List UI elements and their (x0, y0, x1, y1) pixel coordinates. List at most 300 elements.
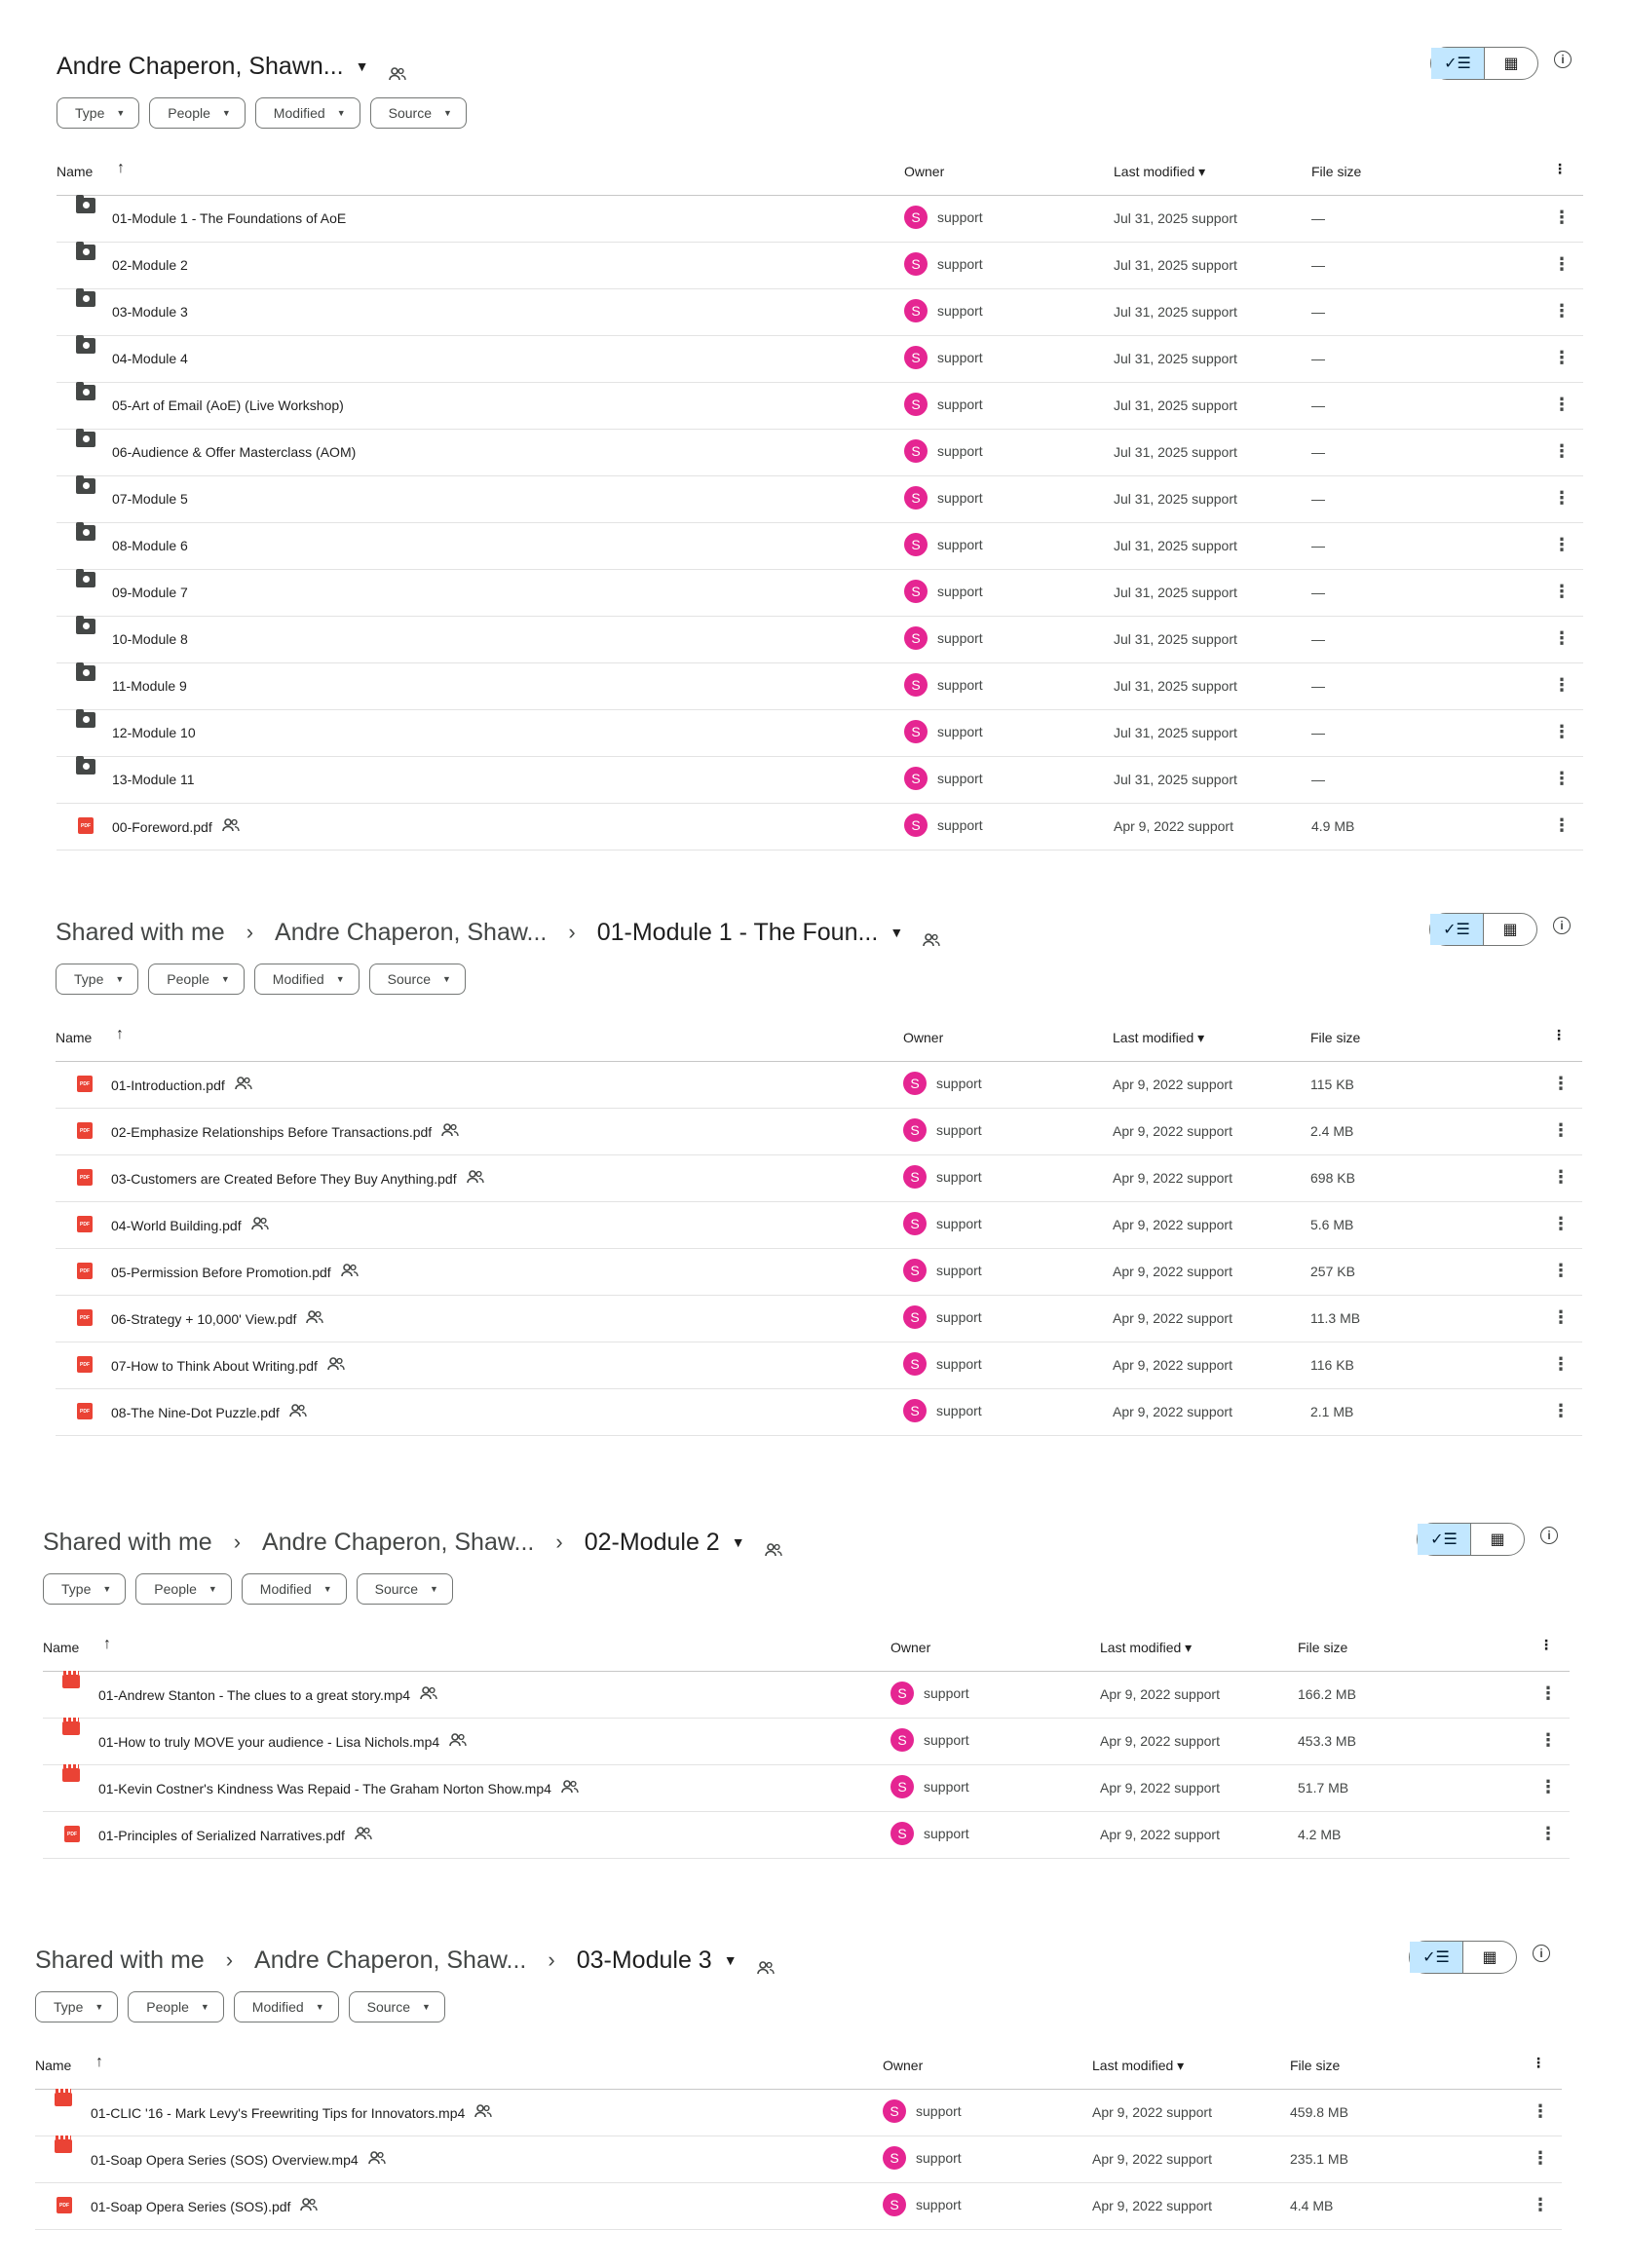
more-vert-icon[interactable]: ⋮ (1552, 1307, 1570, 1327)
table-row[interactable] (57, 243, 1583, 289)
column-last-modified[interactable] (1092, 2058, 1184, 2074)
list-view-button[interactable]: ✓☰ (1418, 1524, 1471, 1555)
file-name[interactable] (112, 257, 188, 273)
last-modified: Apr 9, 2022 support (1114, 818, 1233, 834)
filter-chip-label: Type (61, 1581, 92, 1597)
panel-module-1 (56, 907, 1614, 1436)
file-size: 698 KB (1310, 1170, 1355, 1186)
filter-chip-source[interactable] (357, 1573, 453, 1605)
more-vert-icon[interactable]: ⋮ (1552, 1261, 1570, 1280)
shared-people-icon (561, 1780, 579, 1796)
owner-cell (904, 533, 983, 556)
avatar: S (904, 439, 928, 463)
caret-down-icon: ▾ (1173, 2058, 1185, 2073)
table-row[interactable] (56, 1342, 1582, 1389)
column-last-modified-label: Last modified (1092, 2058, 1174, 2073)
file-name[interactable] (111, 1357, 345, 1374)
filter-chip-label: Modified (251, 1999, 304, 2015)
file-name-text: 08-The Nine-Dot Puzzle.pdf (111, 1404, 280, 1420)
last-modified: Apr 9, 2022 support (1113, 1217, 1232, 1232)
filter-chip-type[interactable] (35, 1991, 118, 2022)
more-vert-icon[interactable]: ⋮ (1539, 1730, 1557, 1750)
filter-chip-people[interactable] (149, 97, 246, 129)
owner-cell (890, 1728, 969, 1752)
owner-name: support (936, 1356, 982, 1372)
owner-cell (904, 580, 983, 603)
table-row[interactable] (57, 336, 1583, 383)
grid-view-button[interactable]: ▦ (1503, 56, 1519, 72)
owner-cell (903, 1118, 982, 1142)
more-vert-icon[interactable]: ⋮ (1553, 769, 1571, 788)
more-vert-icon[interactable]: ⋮ (1539, 1777, 1557, 1796)
file-name[interactable] (112, 678, 187, 694)
video-icon (62, 1721, 80, 1735)
file-name[interactable] (111, 1217, 269, 1233)
more-vert-icon[interactable]: ⋮ (1553, 675, 1571, 695)
file-name-text: 11-Module 9 (112, 678, 187, 694)
owner-cell (904, 393, 983, 416)
file-name[interactable] (112, 304, 188, 320)
info-icon[interactable]: i (1554, 51, 1572, 68)
filter-chip-type[interactable] (57, 97, 139, 129)
avatar: S (904, 813, 928, 837)
more-vert-icon[interactable]: ⋮ (1539, 1824, 1557, 1843)
folder-header (35, 1935, 1594, 1987)
avatar: S (904, 206, 928, 229)
file-name-text: 12-Module 10 (112, 725, 196, 740)
file-size: — (1311, 631, 1325, 647)
grid-view-button[interactable]: ▦ (1490, 1531, 1505, 1548)
shared-people-icon (474, 2104, 492, 2121)
more-vert-icon[interactable]: ⋮ (1552, 1027, 1566, 1042)
current-folder-title[interactable]: 02-Module 2 (584, 1528, 720, 1556)
more-vert-icon[interactable]: ⋮ (1552, 1167, 1570, 1187)
file-name-text: 01-CLIC '16 - Mark Levy's Freewriting Tips for Innovators.mp4 (91, 2104, 466, 2121)
last-modified: Jul 31, 2025 support (1114, 725, 1237, 740)
table-header (35, 2042, 1562, 2090)
caret-down-icon: ▼ (116, 108, 126, 118)
file-name[interactable] (111, 1264, 359, 1280)
info-icon[interactable]: i (1533, 1945, 1550, 1962)
file-name[interactable] (112, 725, 196, 740)
file-name[interactable] (112, 210, 346, 226)
table-row[interactable] (43, 1765, 1570, 1812)
caret-down-icon[interactable]: ▼ (890, 925, 904, 940)
table-row[interactable] (35, 2183, 1562, 2230)
file-size: — (1311, 304, 1325, 320)
table-row[interactable] (35, 2090, 1562, 2136)
video-icon (55, 2139, 72, 2153)
info-icon[interactable]: i (1553, 917, 1571, 934)
caret-down-icon: ▼ (322, 1584, 332, 1594)
owner-name: support (936, 1309, 982, 1325)
chevron-right-icon: › (568, 920, 576, 944)
more-vert-icon[interactable]: ⋮ (1553, 488, 1571, 508)
file-size: 257 KB (1310, 1264, 1355, 1279)
file-name-text: 03-Module 3 (112, 304, 188, 320)
file-size: — (1311, 585, 1325, 600)
file-size: 4.2 MB (1298, 1827, 1342, 1842)
file-size: — (1311, 491, 1325, 507)
owner-name: support (937, 490, 983, 506)
column-owner: Owner (904, 164, 945, 179)
filter-chips (43, 1573, 1602, 1606)
breadcrumb (35, 1939, 775, 1982)
file-name[interactable] (98, 1827, 372, 1843)
owner-name: support (937, 256, 983, 272)
column-last-modified[interactable] (1114, 164, 1205, 180)
last-modified: Jul 31, 2025 support (1114, 304, 1237, 320)
owner-cell (904, 439, 983, 463)
column-name[interactable]: Name (56, 1030, 93, 1045)
avatar: S (904, 533, 928, 556)
file-name[interactable] (112, 491, 188, 507)
file-size: 2.4 MB (1310, 1123, 1354, 1139)
shared-people-icon (235, 1077, 252, 1093)
column-name[interactable]: Name (35, 2058, 72, 2073)
file-name-text: 01-Andrew Stanton - The clues to a great story.mp4 (98, 1686, 411, 1703)
shared-people-icon (306, 1310, 323, 1327)
file-name[interactable] (112, 444, 356, 460)
filter-chip-label: Modified (272, 971, 324, 987)
filter-chip-people[interactable] (135, 1573, 232, 1605)
table-row[interactable] (35, 2136, 1562, 2183)
breadcrumb-item[interactable]: Andre Chaperon, Shaw... (275, 918, 548, 946)
file-name-text: 06-Audience & Offer Masterclass (AOM) (112, 444, 357, 460)
table-row[interactable] (57, 804, 1583, 850)
arrow-up-icon[interactable]: ↑ (116, 1026, 124, 1042)
last-modified: Jul 31, 2025 support (1114, 444, 1237, 460)
caret-down-icon[interactable]: ▼ (723, 1952, 738, 1968)
pdf-icon: PDF (77, 1076, 93, 1092)
current-folder-title[interactable]: 03-Module 3 (576, 1946, 712, 1974)
filter-chips (57, 97, 1615, 131)
owner-cell (883, 2099, 962, 2123)
breadcrumb-item[interactable]: Andre Chaperon, Shaw... (262, 1528, 535, 1556)
more-vert-icon[interactable]: ⋮ (1553, 815, 1571, 835)
filter-chip-label: Source (366, 1999, 410, 2015)
file-name[interactable] (112, 397, 344, 413)
file-name-text: 05-Art of Email (AoE) (Live Workshop) (112, 397, 344, 413)
folder-header (43, 1517, 1602, 1569)
column-owner: Owner (890, 1640, 931, 1655)
caret-down-icon: ▼ (315, 2002, 324, 2012)
more-vert-icon[interactable]: ⋮ (1553, 301, 1571, 321)
owner-name: support (924, 1685, 969, 1701)
column-file-size: File size (1310, 1030, 1361, 1045)
last-modified: Jul 31, 2025 support (1114, 772, 1237, 787)
table-row[interactable] (57, 757, 1583, 804)
more-vert-icon[interactable]: ⋮ (1553, 161, 1567, 176)
file-name[interactable] (112, 772, 195, 787)
filter-chip-modified[interactable] (254, 964, 360, 995)
filter-chip-people[interactable] (128, 1991, 224, 2022)
list-view-button[interactable]: ✓☰ (1431, 48, 1485, 79)
pdf-icon: PDF (77, 1169, 93, 1186)
more-vert-icon[interactable]: ⋮ (1532, 2101, 1549, 2121)
filter-chip-label: People (167, 971, 209, 987)
filter-chip-label: Modified (259, 1581, 312, 1597)
caret-down-icon[interactable]: ▼ (355, 58, 369, 74)
file-name[interactable] (111, 1310, 323, 1327)
more-vert-icon[interactable]: ⋮ (1553, 722, 1571, 741)
owner-cell (904, 252, 983, 276)
info-icon[interactable]: i (1540, 1527, 1558, 1544)
table-row[interactable] (57, 430, 1583, 476)
panel-module-2 (43, 1517, 1602, 1859)
file-name[interactable] (91, 2151, 386, 2168)
last-modified: Jul 31, 2025 support (1114, 538, 1237, 553)
shared-people-icon (300, 2198, 318, 2214)
table-row[interactable] (57, 570, 1583, 617)
filter-chip-source[interactable] (370, 97, 467, 129)
avatar: S (904, 393, 928, 416)
caret-down-icon: ▼ (430, 1584, 438, 1594)
filter-chip-source[interactable] (369, 964, 466, 995)
more-vert-icon[interactable]: ⋮ (1539, 1683, 1557, 1703)
owner-cell (903, 1072, 982, 1095)
owner-name: support (916, 2103, 962, 2119)
table-row[interactable] (43, 1672, 1570, 1719)
filter-chip-modified[interactable] (255, 97, 360, 129)
caret-down-icon: ▼ (208, 1584, 217, 1594)
current-folder-title[interactable]: Andre Chaperon, Shawn... (57, 52, 344, 80)
more-vert-icon[interactable]: ⋮ (1553, 208, 1571, 227)
table-row[interactable] (56, 1389, 1582, 1436)
more-vert-icon[interactable]: ⋮ (1553, 395, 1571, 414)
more-vert-icon[interactable]: ⋮ (1553, 535, 1571, 554)
file-name[interactable] (98, 1780, 579, 1796)
owner-cell (903, 1305, 982, 1329)
avatar: S (903, 1259, 927, 1282)
last-modified: Apr 9, 2022 support (1100, 1780, 1220, 1796)
video-icon (62, 1675, 80, 1688)
more-vert-icon[interactable]: ⋮ (1553, 348, 1571, 367)
owner-name: support (937, 443, 983, 459)
list-view-button[interactable]: ✓☰ (1430, 914, 1484, 945)
breadcrumb-item[interactable]: Andre Chaperon, Shaw... (254, 1946, 527, 1974)
file-name[interactable] (112, 585, 188, 600)
chevron-right-icon: › (246, 920, 254, 944)
shared-people-icon (222, 818, 240, 835)
more-vert-icon[interactable]: ⋮ (1532, 2195, 1549, 2214)
file-name[interactable] (98, 1733, 467, 1750)
table-row[interactable] (57, 523, 1583, 570)
column-last-modified[interactable] (1100, 1640, 1192, 1656)
shared-folder-icon (76, 385, 95, 400)
file-name[interactable] (111, 1123, 459, 1140)
file-name[interactable] (91, 2198, 318, 2214)
table-row[interactable] (57, 196, 1583, 243)
filter-chip-source[interactable] (349, 1991, 445, 2022)
avatar: S (904, 486, 928, 510)
file-name[interactable] (111, 1404, 307, 1420)
file-size: 235.1 MB (1290, 2151, 1348, 2167)
more-vert-icon[interactable]: ⋮ (1532, 2148, 1549, 2168)
file-name[interactable] (112, 631, 188, 647)
avatar: S (890, 1682, 914, 1705)
caret-down-icon: ▼ (336, 108, 346, 118)
shared-folder-icon (76, 665, 95, 681)
filter-chip-type[interactable] (43, 1573, 126, 1605)
more-vert-icon[interactable]: ⋮ (1539, 1637, 1553, 1652)
owner-name: support (937, 817, 983, 833)
breadcrumb-item[interactable]: Shared with me (43, 1528, 212, 1556)
column-last-modified[interactable] (1113, 1030, 1204, 1046)
owner-name: support (937, 397, 983, 412)
file-name-text: 01-Module 1 - The Foundations of AoE (112, 210, 347, 226)
table-row[interactable] (57, 289, 1583, 336)
breadcrumb-item[interactable]: Shared with me (56, 918, 225, 946)
owner-name: support (936, 1216, 982, 1231)
owner-cell (883, 2193, 962, 2216)
caret-down-icon: ▼ (443, 108, 452, 118)
owner-cell (903, 1212, 982, 1235)
file-size: — (1311, 210, 1325, 226)
grid-view-button[interactable]: ▦ (1482, 1949, 1497, 1966)
current-folder-title[interactable]: 01-Module 1 - The Foun... (596, 918, 879, 946)
owner-cell (904, 813, 983, 837)
file-name-text: 00-Foreword.pdf (112, 818, 212, 835)
avatar: S (903, 1118, 927, 1142)
last-modified: Apr 9, 2022 support (1113, 1077, 1232, 1092)
view-toggle (1430, 47, 1538, 80)
column-file-size: File size (1290, 2058, 1341, 2073)
column-file-size: File size (1311, 164, 1362, 179)
more-vert-icon[interactable]: ⋮ (1552, 1354, 1570, 1374)
pdf-icon: PDF (77, 1122, 93, 1139)
avatar: S (903, 1212, 927, 1235)
filter-chip-label: People (168, 105, 210, 121)
shared-people-icon (389, 59, 406, 73)
more-vert-icon[interactable]: ⋮ (1553, 254, 1571, 274)
file-name-text: 05-Permission Before Promotion.pdf (111, 1264, 331, 1280)
list-view-button[interactable]: ✓☰ (1410, 1942, 1463, 1973)
file-name[interactable] (98, 1686, 437, 1703)
caret-down-icon: ▾ (1194, 164, 1206, 179)
table-row[interactable] (57, 710, 1583, 757)
arrow-up-icon[interactable]: ↑ (103, 1636, 111, 1652)
table-row[interactable] (56, 1155, 1582, 1202)
caret-down-icon: ▼ (422, 2002, 431, 2012)
file-size: 4.4 MB (1290, 2198, 1334, 2213)
column-last-modified-label: Last modified (1100, 1640, 1182, 1655)
owner-cell (903, 1165, 982, 1189)
table-row[interactable] (56, 1109, 1582, 1155)
file-size: — (1311, 444, 1325, 460)
last-modified: Jul 31, 2025 support (1114, 351, 1237, 366)
owner-cell (904, 346, 983, 369)
file-name[interactable] (112, 538, 188, 553)
avatar: S (903, 1165, 927, 1189)
arrow-up-icon[interactable]: ↑ (95, 2054, 103, 2070)
column-name[interactable]: Name (57, 164, 94, 179)
file-size: 5.6 MB (1310, 1217, 1354, 1232)
shared-folder-icon (76, 525, 95, 541)
shared-people-icon (923, 926, 940, 939)
file-name[interactable] (112, 351, 188, 366)
caret-down-icon[interactable]: ▼ (731, 1534, 745, 1550)
caret-down-icon: ▼ (200, 2002, 209, 2012)
more-vert-icon[interactable]: ⋮ (1532, 2055, 1545, 2070)
last-modified: Jul 31, 2025 support (1114, 491, 1237, 507)
table-row[interactable] (56, 1062, 1582, 1109)
table-row[interactable] (57, 476, 1583, 523)
file-name-text: 13-Module 11 (112, 772, 195, 787)
table-row[interactable] (56, 1202, 1582, 1249)
owner-cell (883, 2146, 962, 2170)
table-row[interactable] (57, 383, 1583, 430)
file-name-text: 04-Module 4 (112, 351, 188, 366)
filter-chip-modified[interactable] (234, 1991, 339, 2022)
shared-people-icon (449, 1733, 467, 1750)
column-name[interactable]: Name (43, 1640, 80, 1655)
file-name[interactable] (91, 2104, 492, 2121)
file-name-text: 04-World Building.pdf (111, 1217, 242, 1233)
filter-chip-type[interactable] (56, 964, 138, 995)
shared-folder-icon (76, 198, 95, 213)
avatar: S (904, 580, 928, 603)
table-row[interactable] (43, 1719, 1570, 1765)
table-row[interactable] (57, 663, 1583, 710)
filter-chip-people[interactable] (148, 964, 245, 995)
file-name[interactable] (111, 1170, 484, 1187)
more-vert-icon[interactable]: ⋮ (1552, 1214, 1570, 1233)
file-size: — (1311, 397, 1325, 413)
pdf-icon: PDF (77, 1216, 93, 1232)
file-size: — (1311, 678, 1325, 694)
shared-people-icon (327, 1357, 345, 1374)
breadcrumb (57, 45, 406, 88)
column-owner: Owner (903, 1030, 944, 1045)
filter-chip-label: Source (374, 1581, 418, 1597)
folder-header (56, 907, 1614, 960)
file-name-text: 01-Soap Opera Series (SOS) Overview.mp4 (91, 2151, 359, 2168)
pdf-icon: PDF (77, 1356, 93, 1373)
file-name[interactable] (112, 818, 240, 835)
owner-name: support (936, 1403, 982, 1418)
more-vert-icon[interactable]: ⋮ (1553, 582, 1571, 601)
file-name[interactable] (111, 1077, 252, 1093)
last-modified: Jul 31, 2025 support (1114, 210, 1237, 226)
more-vert-icon[interactable]: ⋮ (1552, 1074, 1570, 1093)
avatar: S (883, 2099, 906, 2123)
arrow-up-icon[interactable]: ↑ (117, 160, 125, 176)
file-name-text: 02-Module 2 (112, 257, 188, 273)
owner-cell (903, 1259, 982, 1282)
file-name-text: 03-Customers are Created Before They Buy Anything.pdf (111, 1170, 457, 1187)
more-vert-icon[interactable]: ⋮ (1552, 1120, 1570, 1140)
grid-view-button[interactable]: ▦ (1502, 922, 1518, 938)
last-modified: Apr 9, 2022 support (1113, 1404, 1232, 1419)
table-row[interactable] (56, 1249, 1582, 1296)
table-row[interactable] (43, 1812, 1570, 1859)
more-vert-icon[interactable]: ⋮ (1553, 628, 1571, 648)
filter-chip-label: Type (75, 105, 105, 121)
table-row[interactable] (57, 617, 1583, 663)
breadcrumb-item[interactable]: Shared with me (35, 1946, 205, 1974)
table-header (56, 1014, 1582, 1062)
more-vert-icon[interactable]: ⋮ (1553, 441, 1571, 461)
file-size: 453.3 MB (1298, 1733, 1356, 1749)
owner-name: support (937, 771, 983, 786)
filter-chip-modified[interactable] (242, 1573, 347, 1605)
more-vert-icon[interactable]: ⋮ (1552, 1401, 1570, 1420)
owner-name: support (924, 1779, 969, 1795)
shared-folder-icon (76, 291, 95, 307)
table-row[interactable] (56, 1296, 1582, 1342)
file-size: 166.2 MB (1298, 1686, 1356, 1702)
